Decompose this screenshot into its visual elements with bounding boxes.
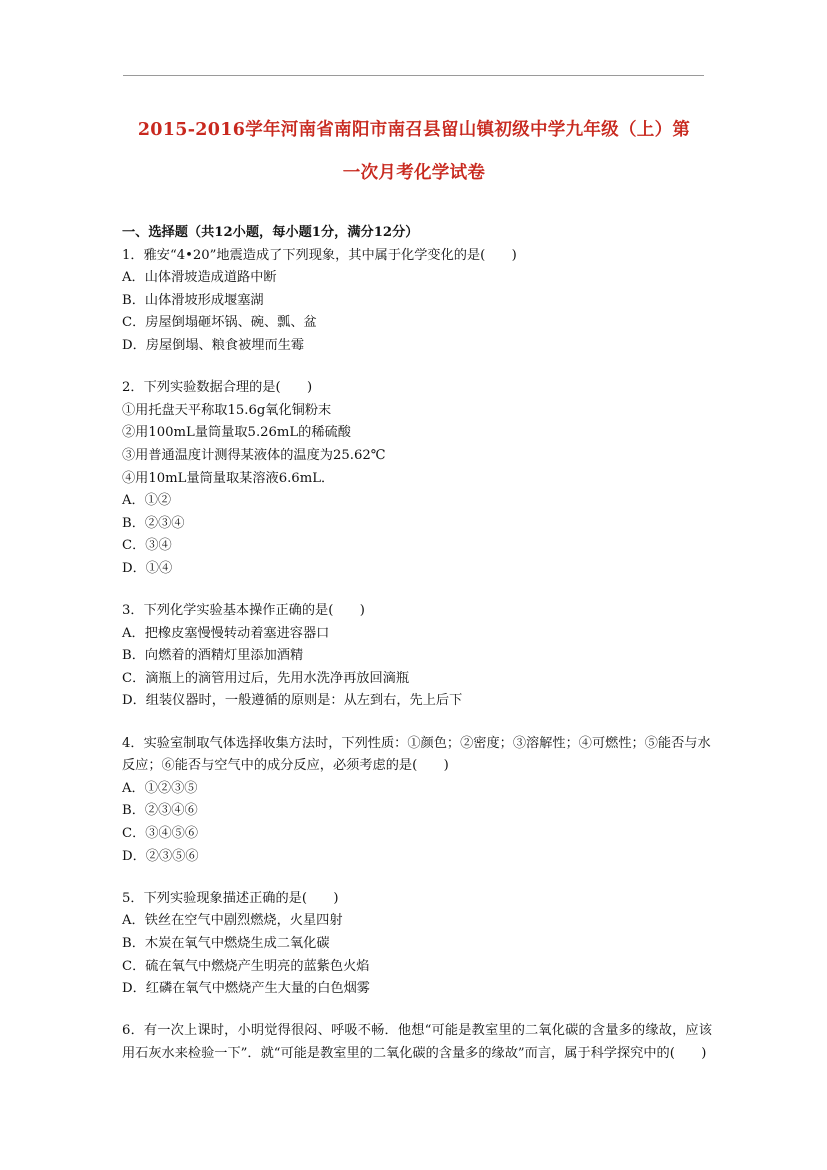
question-1 (122, 245, 712, 358)
question-stem: 6．有一次上课时，小明觉得很闷、呼吸不畅．他想“可能是教室里的二氧化碳的含量多的缘故，应该用石灰水来检验一下”．就“可能是教室里的二氧化碳的含量多的缘故”而言，属于科学探究中的( ) (122, 1023, 712, 1061)
question-stem: 5．下列实验现象描述正确的是( ) (122, 890, 339, 906)
option-a: A．把橡皮塞慢慢转动着塞进容器口 (122, 625, 330, 641)
option-a: A．①② (122, 493, 172, 509)
option-a: A．铁丝在空气中剧烈燃烧，火星四射 (122, 913, 343, 929)
question-2 (122, 377, 712, 580)
option-b: B．山体滑坡形成堰塞湖 (122, 292, 264, 308)
option-b: B．向燃着的酒精灯里添加酒精 (122, 648, 304, 664)
option-c: C．③④ (122, 538, 172, 554)
option-d: D．组装仪器时，一般遵循的原则是：从左到右，先上后下 (122, 693, 463, 709)
option-d: D．①④ (122, 560, 173, 576)
page-title-line-1: 2015-2016学年河南省南阳市南召县留山镇初级中学九年级（上）第 (137, 120, 691, 140)
option-c: C．③④⑤⑥ (122, 826, 199, 842)
question-stem: 2．下列实验数据合理的是( ) (122, 380, 313, 396)
statement-3: ③用普通温度计测得某液体的温度为25.62℃ (122, 447, 386, 463)
option-b: B．②③④⑥ (122, 803, 198, 819)
question-stem: 1．雅安“4•20”地震造成了下列现象，其中属于化学变化的是( ) (122, 247, 517, 263)
option-b: B．木炭在氧气中燃烧生成二氧化碳 (122, 936, 330, 951)
option-a: A．①②③⑤ (122, 780, 198, 796)
question-stem: 4．实验室制取气体选择收集方法时，下列性质：①颜色；②密度；③溶解性；④可燃性；⑤能否与水反应；⑥能否与空气中的成分反应，必须考虑的是( ) (122, 735, 711, 774)
option-d: D．红磷在氧气中燃烧产生大量的白色烟雾 (122, 981, 370, 997)
option-c: C．滴瓶上的滴管用过后，先用水洗净再放回滴瓶 (122, 670, 410, 686)
header-rule (123, 75, 704, 76)
statement-1: ①用托盘天平称取15.6g氧化铜粉末 (122, 402, 332, 418)
question-3 (122, 600, 712, 713)
page-title-line-2: 一次月考化学试卷 (342, 163, 486, 183)
question-5 (122, 888, 712, 1001)
option-a: A．山体滑坡造成道路中断 (122, 270, 277, 286)
statement-4: ④用10mL量筒量取某溶液6.6mL． (122, 470, 335, 486)
exam-content (122, 222, 712, 1085)
option-b: B．②③④ (122, 515, 185, 531)
question-stem: 3．下列化学实验基本操作正确的是( ) (122, 603, 365, 619)
option-d: D．房屋倒塌、粮食被埋而生霉 (122, 337, 305, 353)
question-4 (122, 733, 712, 869)
option-c: C．房屋倒塌砸坏锅、碗、瓢、盆 (122, 315, 317, 331)
question-6 (122, 1020, 712, 1065)
section-heading: 一、选择题（共12小题，每小题1分，满分12分） (122, 225, 419, 240)
option-d: D．②③⑤⑥ (122, 848, 199, 864)
option-c: C．硫在氧气中燃烧产生明亮的蓝紫色火焰 (122, 958, 370, 974)
statement-2: ②用100mL量筒量取5.26mL的稀硫酸 (122, 425, 351, 441)
